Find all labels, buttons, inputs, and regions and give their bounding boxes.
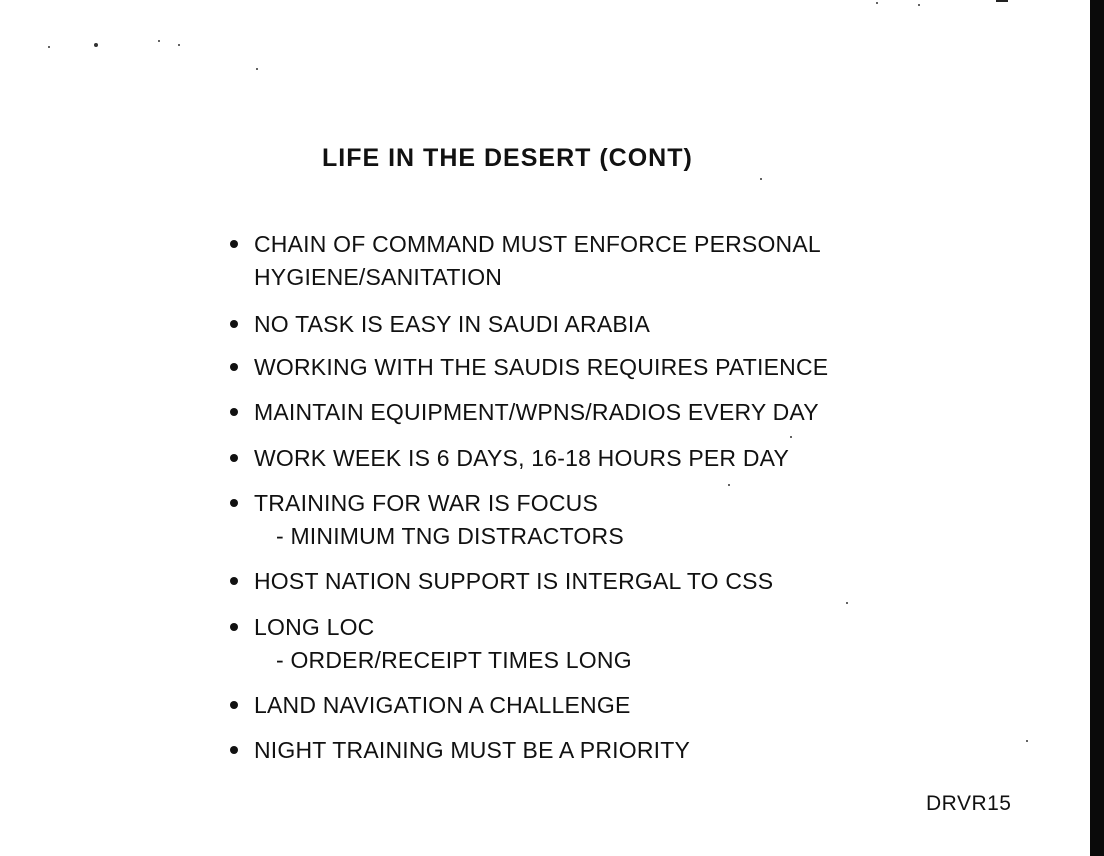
sub-bullet-text: - MINIMUM TNG DISTRACTORS (276, 523, 624, 549)
page-title: LIFE IN THE DESERT (CONT) (322, 144, 693, 172)
bullet-text: NO TASK IS EASY IN SAUDI ARABIA (254, 311, 651, 337)
bullet-icon (230, 623, 238, 631)
bullet-icon (230, 454, 238, 462)
bullet-continuation-text: HYGIENE/SANITATION (254, 264, 503, 290)
bullet-icon (230, 240, 238, 248)
bullet-icon (230, 746, 238, 754)
bullet-icon (230, 499, 238, 507)
bullet-text: LAND NAVIGATION A CHALLENGE (254, 692, 631, 718)
bullet-text: MAINTAIN EQUIPMENT/WPNS/RADIOS EVERY DAY (254, 399, 819, 425)
bullet-icon (230, 320, 238, 328)
bullet-text: WORK WEEK IS 6 DAYS, 16-18 HOURS PER DAY (254, 445, 790, 471)
slide-code: DRVR15 (926, 792, 1012, 815)
bullet-text: LONG LOC (254, 614, 375, 640)
bullet-text: HOST NATION SUPPORT IS INTERGAL TO CSS (254, 568, 774, 594)
bullet-icon (230, 408, 238, 416)
bullet-icon (230, 577, 238, 585)
bullet-text: WORKING WITH THE SAUDIS REQUIRES PATIENCE (254, 354, 829, 380)
bullet-icon (230, 363, 238, 371)
bullet-text: NIGHT TRAINING MUST BE A PRIORITY (254, 737, 691, 763)
bullet-text: TRAINING FOR WAR IS FOCUS (254, 490, 599, 516)
bullet-text: CHAIN OF COMMAND MUST ENFORCE PERSONAL (254, 231, 821, 257)
sub-bullet-text: - ORDER/RECEIPT TIMES LONG (276, 647, 632, 673)
bullet-icon (230, 701, 238, 709)
